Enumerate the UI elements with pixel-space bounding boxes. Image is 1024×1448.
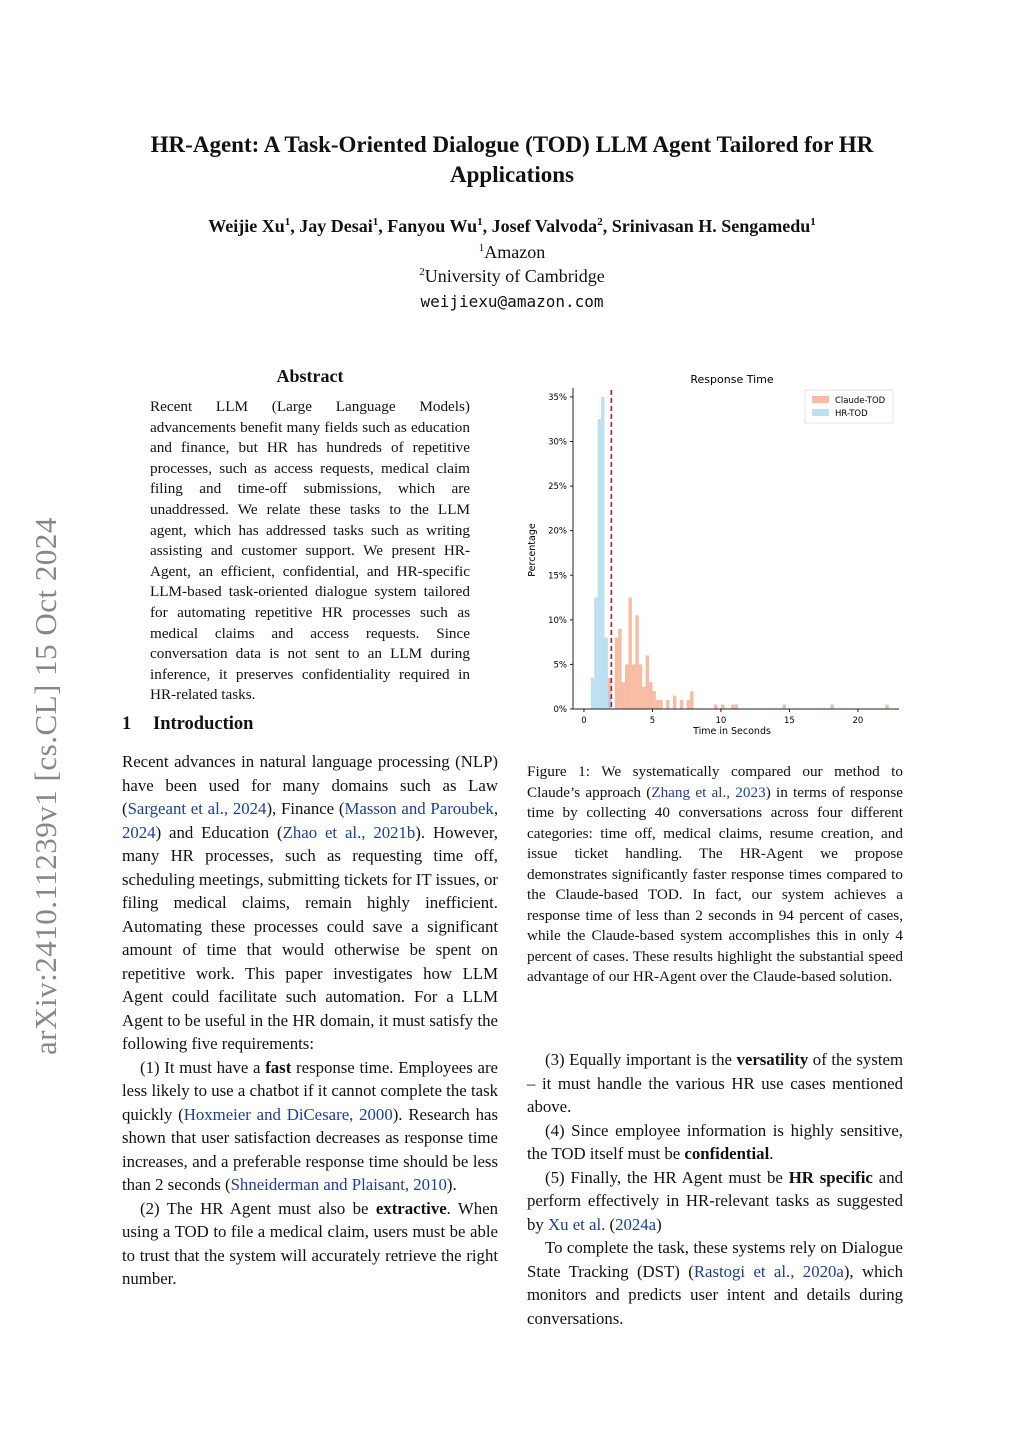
affiliation-name: Amazon xyxy=(484,242,546,262)
claude-tod-bar xyxy=(646,656,649,710)
hr-tod-bar xyxy=(598,419,601,709)
text-run: , xyxy=(493,799,499,818)
author-affiliation-mark: 1 xyxy=(477,216,483,228)
right-column xyxy=(527,1048,903,1330)
text-run: ). However, many HR processes, such as requesting time off, scheduling meetings, submitting tickets for IT issues, or filing medical claims, remain highly inefficient. Automating these processes could save a significant amount of time that would otherwise be spent on repetitive work. This paper investigates how LLM Agent could facilitate such automation. For a LLM Agent to be useful in the HR domain, it must satisfy the following five requirements: xyxy=(122,822,498,1053)
author-affiliation-mark: 1 xyxy=(810,216,816,228)
emphasis: HR specific xyxy=(788,1167,873,1187)
claude-tod-bar xyxy=(714,705,717,709)
text-run: ), which monitors and predicts user intent and details during conversations. xyxy=(527,1261,903,1328)
emphasis: confidential xyxy=(684,1144,770,1163)
text-run: . xyxy=(769,1144,774,1163)
claude-tod-bar xyxy=(642,687,645,709)
claude-tod-bar xyxy=(622,682,625,709)
citation-link[interactable]: Hoxmeier and DiCesare, 2000 xyxy=(183,1104,393,1124)
affiliation xyxy=(100,266,924,287)
author-name: Jay Desai xyxy=(299,216,373,236)
claude-tod-bar xyxy=(783,705,786,709)
text-run: . When using a TOD to file a medical claim, users must be able to trust that the system will accurately retrieve the right number. xyxy=(122,1198,499,1288)
claude-tod-bar xyxy=(659,700,662,709)
arxiv-identifier: arXiv:2410.11239v1 [cs.CL] 15 Oct 2024 xyxy=(28,517,63,1055)
author-affiliation-mark: 1 xyxy=(372,216,379,228)
paragraph xyxy=(527,1236,903,1330)
section-title: Introduction xyxy=(153,714,254,734)
abstract-text: Recent LLM (Large Language Models) advancements benefit many fields such as education and finance, but HR has hundreds of repetitive processes, such as access requests, medical claim filing and time-off submissions, which are unaddressed. We relate these tasks to the LLM agent, which has addressed tasks such as writing assisting and customer support. We present HR-Agent, an efficient, confidential, and HR-specific LLM-based task-oriented dialogue system tailored for automating repetitive HR processes such as medical claims and access requests. Since conversation data is not sent to an LLM during inference, it preserves confidentiality required in HR-related tasks. xyxy=(150,398,470,704)
text-run: (4) Since employee information is highly sensitive, the TOD itself must be xyxy=(527,1120,903,1163)
text-run: ). Research has shown that user satisfaction decreases as response time increases, and a preferable response time should be less than 2 seconds ( xyxy=(122,1104,498,1194)
legend-swatch-hr xyxy=(812,409,829,416)
legend-swatch-claude xyxy=(812,396,829,403)
hr-tod-bar xyxy=(591,678,594,709)
author-name: Weijie Xu xyxy=(208,216,285,236)
affiliation-number: 2 xyxy=(419,266,425,278)
claude-tod-bar xyxy=(735,705,738,709)
paragraph xyxy=(527,1166,903,1237)
figure-caption xyxy=(527,762,903,988)
claude-tod-bar xyxy=(680,700,683,709)
chart-title: Response Time xyxy=(690,373,774,386)
x-tick-label: 0 xyxy=(581,716,587,726)
paragraph xyxy=(122,1056,498,1197)
author-name: Fanyou Wu xyxy=(387,216,478,236)
claude-tod-bar xyxy=(666,700,669,709)
text-run: and perform effectively in HR-relevant tasks as suggested by xyxy=(527,1167,903,1234)
citation-link[interactable]: 2024 xyxy=(122,822,156,842)
claude-tod-bar xyxy=(690,691,693,709)
y-axis-label: Percentage xyxy=(527,523,538,577)
text-run: ) and Education ( xyxy=(155,822,283,842)
citation-link[interactable]: Sargeant et al., 2024 xyxy=(127,799,267,818)
left-column xyxy=(122,750,498,1291)
citation-link[interactable]: Masson and Paroubek xyxy=(344,799,494,818)
claude-tod-bar xyxy=(649,682,652,709)
chart-legend xyxy=(805,390,893,423)
text-run: response time. Employees are less likely to use a chatbot if it cannot complete the task quickly ( xyxy=(122,1057,498,1124)
citation-link[interactable]: Rastogi et al., 2020a xyxy=(693,1261,844,1281)
claude-tod-bar xyxy=(635,615,638,709)
claude-tod-bar xyxy=(721,705,724,709)
paper-title: HR-Agent: A Task-Oriented Dialogue (TOD) LLM Agent Tailored for HR Applications xyxy=(150,132,874,187)
claude-tod-bar xyxy=(731,705,734,709)
affiliation-number: 1 xyxy=(478,242,485,254)
text-run: ). xyxy=(446,1175,457,1194)
claude-tod-bar xyxy=(687,700,690,709)
x-tick-label: 5 xyxy=(649,716,656,726)
emphasis: versatility xyxy=(736,1050,809,1069)
text-run: (3) Equally important is the xyxy=(545,1050,737,1069)
y-tick-label: 25% xyxy=(548,482,567,493)
author-affiliation-mark: 1 xyxy=(284,216,291,228)
text-run: ) xyxy=(656,1214,662,1234)
citation-link[interactable]: Shneiderman and Plaisant, 2010 xyxy=(230,1175,447,1194)
section-heading xyxy=(122,714,253,735)
affiliation xyxy=(100,242,924,263)
citation-link[interactable]: Xu et al. xyxy=(547,1214,606,1234)
y-tick-label: 20% xyxy=(548,526,567,537)
author-email[interactable]: weijiexu@amazon.com xyxy=(420,292,604,311)
hr-tod-bar xyxy=(594,598,597,709)
paragraph xyxy=(122,750,498,1056)
legend-label-hr: HR-TOD xyxy=(835,409,868,419)
x-tick-label: 20 xyxy=(852,716,864,726)
claude-tod-bar xyxy=(885,705,888,709)
text-run: (2) The HR Agent must also be xyxy=(140,1198,376,1218)
y-tick-label: 10% xyxy=(548,615,567,626)
hr-tod-bar xyxy=(605,638,608,709)
claude-tod-bar xyxy=(628,598,631,709)
paragraph xyxy=(122,1197,498,1291)
abstract-heading: Abstract xyxy=(276,366,344,386)
claude-tod-bar xyxy=(618,629,621,709)
x-axis-label: Time in Seconds xyxy=(693,726,771,737)
text-run: Figure 1: We systematically compared our method to Claude’s approach ( xyxy=(527,763,903,801)
author-name: Srinivasan H. Sengamedu xyxy=(611,216,811,236)
text-run: To complete the task, these systems rely on Dialogue State Tracking (DST) ( xyxy=(527,1238,903,1281)
y-tick-label: 15% xyxy=(548,571,567,582)
claude-tod-bar xyxy=(639,664,642,709)
claude-tod-bar xyxy=(625,664,628,709)
author-name: Josef Valvoda xyxy=(491,216,598,236)
paragraph xyxy=(527,1048,903,1119)
author-affiliation-mark: 2 xyxy=(597,216,603,228)
y-tick-label: 5% xyxy=(553,660,567,671)
claude-tod-bar xyxy=(632,664,635,709)
x-tick-label: 10 xyxy=(715,716,727,726)
text-run: ( xyxy=(605,1214,616,1234)
y-tick-label: 30% xyxy=(548,437,567,448)
text-run: (1) It must have a xyxy=(140,1057,266,1077)
legend-label-claude: Claude-TOD xyxy=(835,396,886,406)
citation-link[interactable]: Zhao et al., 2021b xyxy=(282,822,416,842)
paragraph xyxy=(527,1119,903,1166)
claude-tod-bar xyxy=(652,691,655,709)
section-number: 1 xyxy=(122,714,132,734)
emphasis: extractive xyxy=(375,1198,447,1218)
text-run: ) in terms of response time by collecting 40 conversations across four different categories: time off, medical claims, resume creation, and issue ticket handling. The HR-Agent we propose demonstrates significantly faster response times compared to the Claude-based TOD. In fact, our system achieves a response time of less than 2 seconds in 94 percent of cases, while the Claude-based system accomplishes this in only 4 percent of cases. These results highlight the substantial speed advantage of our HR-Agent over the Claude-based solution. xyxy=(527,783,903,985)
citation-link[interactable]: Zhang et al., 2023 xyxy=(651,783,766,801)
response-time-chart xyxy=(515,365,910,745)
text-run: of the system – it must handle the various HR use cases mentioned above. xyxy=(527,1050,904,1116)
text-run: ), Finance ( xyxy=(266,799,345,818)
author-list: Weijie Xu$^1$, Jay Desai$^1$, Fanyou Wu$^1$, Josef Valvoda$^2$, Srinivasan H. Sengamedu$^1$ xyxy=(208,216,816,236)
y-tick-label: 35% xyxy=(548,392,567,403)
x-tick-label: 15 xyxy=(784,716,795,726)
text-run: (5) Finally, the HR Agent must be xyxy=(545,1167,789,1187)
claude-tod-bar xyxy=(656,700,659,709)
claude-tod-bar xyxy=(831,705,834,709)
claude-tod-bar xyxy=(615,638,618,709)
y-tick-label: 0% xyxy=(553,705,567,715)
hr-tod-bar xyxy=(601,397,604,709)
claude-tod-bar xyxy=(673,696,676,709)
text-run: Recent advances in natural language processing (NLP) have been used for many domains such as Law ( xyxy=(122,752,498,818)
affiliation-name: University of Cambridge xyxy=(424,266,605,286)
emphasis: fast xyxy=(265,1057,292,1077)
citation-link[interactable]: 2024a xyxy=(615,1214,657,1234)
